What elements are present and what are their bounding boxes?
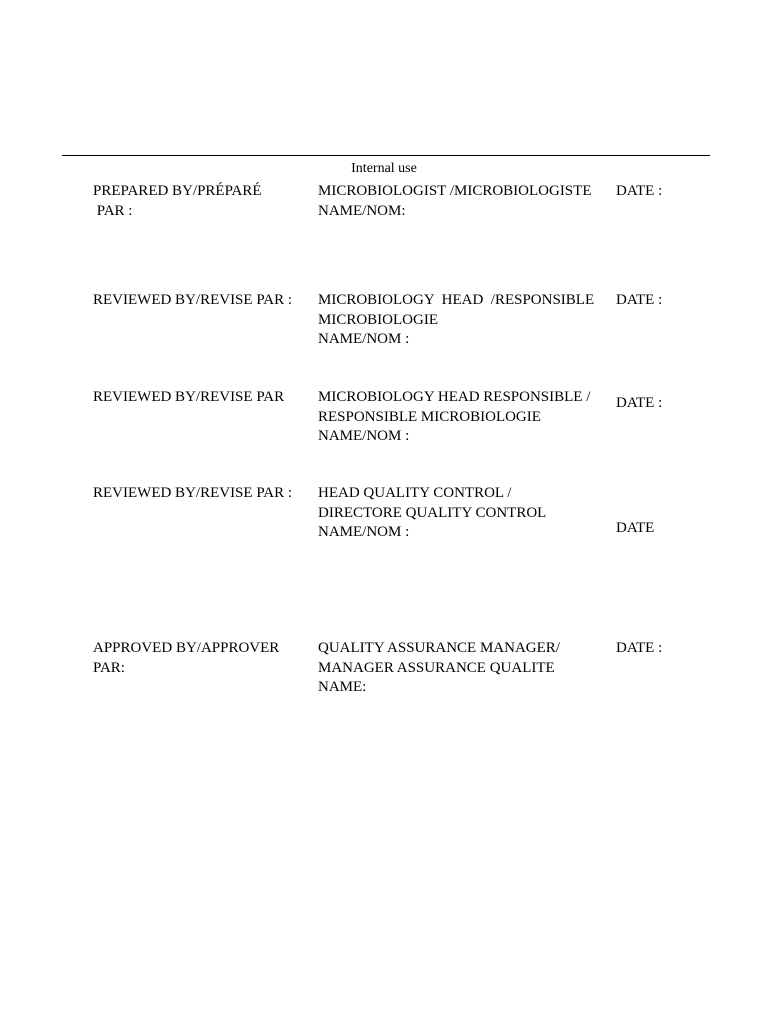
function-line: MICROBIOLOGIST /MICROBIOLOGISTE [318,183,592,199]
date-label: DATE : [616,183,663,199]
name-label: NAME/NOM: [318,202,406,219]
function-line: MICROBIOLOGY HEAD /RESPONSIBLE [318,292,595,308]
function-cell [318,484,546,543]
function-cell [318,182,591,221]
role-line: REVIEWED BY/REVISE PAR : [93,292,293,308]
role-cell [93,484,292,504]
name-label: NAME: [318,679,367,695]
date-label: DATE : [616,640,663,656]
role-word: BY/APPROVER [175,640,280,656]
function-cell [318,639,602,698]
date-label: DATE : [616,395,663,411]
date-label: DATE : [616,292,663,308]
function-word: MANAGER/ [479,640,560,656]
role-cell [93,291,292,311]
function-cell [318,291,594,350]
function-line: MICROBIOLOGY HEAD RESPONSIBLE / [318,389,591,405]
header-rule [62,155,710,156]
role-line: PREPARED BY/PRÉPARÉ [93,183,262,199]
role-line: REVIEWED BY/REVISE PAR : [93,485,293,501]
role-cell [93,388,284,408]
function-line: HEAD QUALITY CONTROL / [318,485,512,501]
internal-use-header: Internal use [351,161,417,176]
role-line: PAR: [93,659,125,676]
function-line: DIRECTORE QUALITY CONTROL [318,504,547,521]
function-line: MANAGER ASSURANCE QUALITE [318,659,555,676]
role-line: PAR : [93,202,133,219]
function-line [318,639,602,659]
function-line: MICROBIOLOGIE [318,311,438,328]
date-label: DATE [616,520,655,536]
name-label: NAME/NOM : [318,428,410,444]
name-label: NAME/NOM : [318,331,410,347]
role-line [93,639,303,659]
role-cell [93,182,262,221]
function-word: ASSURANCE [387,640,477,656]
role-cell [93,639,303,678]
role-word: APPROVED [93,640,173,656]
role-line: REVIEWED BY/REVISE PAR [93,389,285,405]
name-label: NAME/NOM : [318,524,410,540]
function-line: RESPONSIBLE MICROBIOLOGIE [318,408,541,425]
function-cell [318,388,590,447]
function-word: QUALITY [318,640,385,656]
